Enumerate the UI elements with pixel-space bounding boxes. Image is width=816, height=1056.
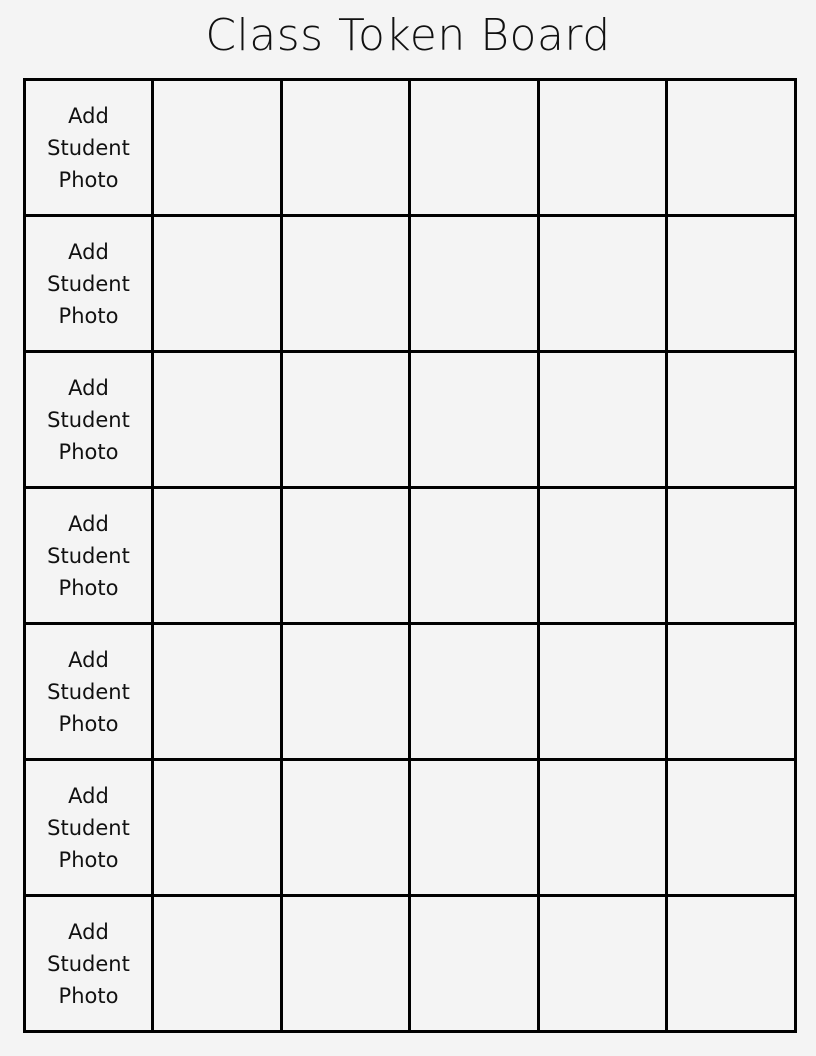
photo-label-line-2: Student (47, 271, 130, 296)
photo-label-line-3: Photo (58, 711, 119, 736)
token-cell[interactable] (153, 760, 282, 896)
token-cell[interactable] (281, 760, 410, 896)
token-cell[interactable] (410, 80, 539, 216)
page-title: Class Token Board (205, 10, 611, 61)
token-cell[interactable] (667, 624, 796, 760)
token-cell[interactable] (153, 352, 282, 488)
photo-label-line-3: Photo (58, 167, 119, 192)
student-photo-placeholder[interactable] (25, 760, 153, 896)
photo-label-line-1: Add (68, 919, 109, 944)
student-photo-placeholder[interactable] (25, 896, 153, 1032)
student-row (25, 488, 796, 624)
token-cell[interactable] (153, 624, 282, 760)
photo-label-line-3: Photo (58, 575, 119, 600)
token-cell[interactable] (281, 80, 410, 216)
token-cell[interactable] (538, 896, 667, 1032)
token-cell[interactable] (153, 488, 282, 624)
student-row (25, 216, 796, 352)
token-cell[interactable] (281, 624, 410, 760)
token-cell[interactable] (281, 216, 410, 352)
token-cell[interactable] (538, 216, 667, 352)
photo-label-line-1: Add (68, 647, 109, 672)
token-cell[interactable] (538, 352, 667, 488)
photo-label-line-3: Photo (58, 983, 119, 1008)
token-cell[interactable] (410, 896, 539, 1032)
photo-label-line-2: Student (47, 679, 130, 704)
student-row (25, 896, 796, 1032)
student-row (25, 80, 796, 216)
photo-label-line-2: Student (47, 543, 130, 568)
student-photo-placeholder[interactable] (25, 488, 153, 624)
token-cell[interactable] (667, 896, 796, 1032)
token-cell[interactable] (667, 216, 796, 352)
token-cell[interactable] (538, 488, 667, 624)
token-cell[interactable] (667, 760, 796, 896)
student-row (25, 760, 796, 896)
photo-label-line-2: Student (47, 135, 130, 160)
student-photo-placeholder[interactable] (25, 80, 153, 216)
student-photo-placeholder[interactable] (25, 352, 153, 488)
token-cell[interactable] (410, 352, 539, 488)
student-photo-placeholder[interactable] (25, 624, 153, 760)
photo-label-line-2: Student (47, 951, 130, 976)
photo-label-line-1: Add (68, 511, 109, 536)
token-cell[interactable] (538, 624, 667, 760)
token-cell[interactable] (410, 760, 539, 896)
token-cell[interactable] (281, 352, 410, 488)
token-cell[interactable] (410, 216, 539, 352)
token-cell[interactable] (538, 760, 667, 896)
token-cell[interactable] (153, 216, 282, 352)
student-row (25, 624, 796, 760)
token-cell[interactable] (281, 488, 410, 624)
token-cell[interactable] (667, 488, 796, 624)
photo-label-line-3: Photo (58, 847, 119, 872)
photo-label-line-2: Student (47, 407, 130, 432)
token-cell[interactable] (153, 80, 282, 216)
token-cell[interactable] (410, 624, 539, 760)
token-board-body (25, 80, 796, 1032)
token-cell[interactable] (153, 896, 282, 1032)
token-cell[interactable] (410, 488, 539, 624)
photo-label-line-2: Student (47, 815, 130, 840)
photo-label-line-3: Photo (58, 439, 119, 464)
photo-label-line-1: Add (68, 239, 109, 264)
photo-label-line-3: Photo (58, 303, 119, 328)
student-photo-placeholder[interactable] (25, 216, 153, 352)
token-cell[interactable] (538, 80, 667, 216)
photo-label-line-1: Add (68, 103, 109, 128)
student-row (25, 352, 796, 488)
token-cell[interactable] (281, 896, 410, 1032)
token-cell[interactable] (667, 352, 796, 488)
photo-label-line-1: Add (68, 375, 109, 400)
token-board-grid (23, 78, 797, 1033)
photo-label-line-1: Add (68, 783, 109, 808)
token-cell[interactable] (667, 80, 796, 216)
